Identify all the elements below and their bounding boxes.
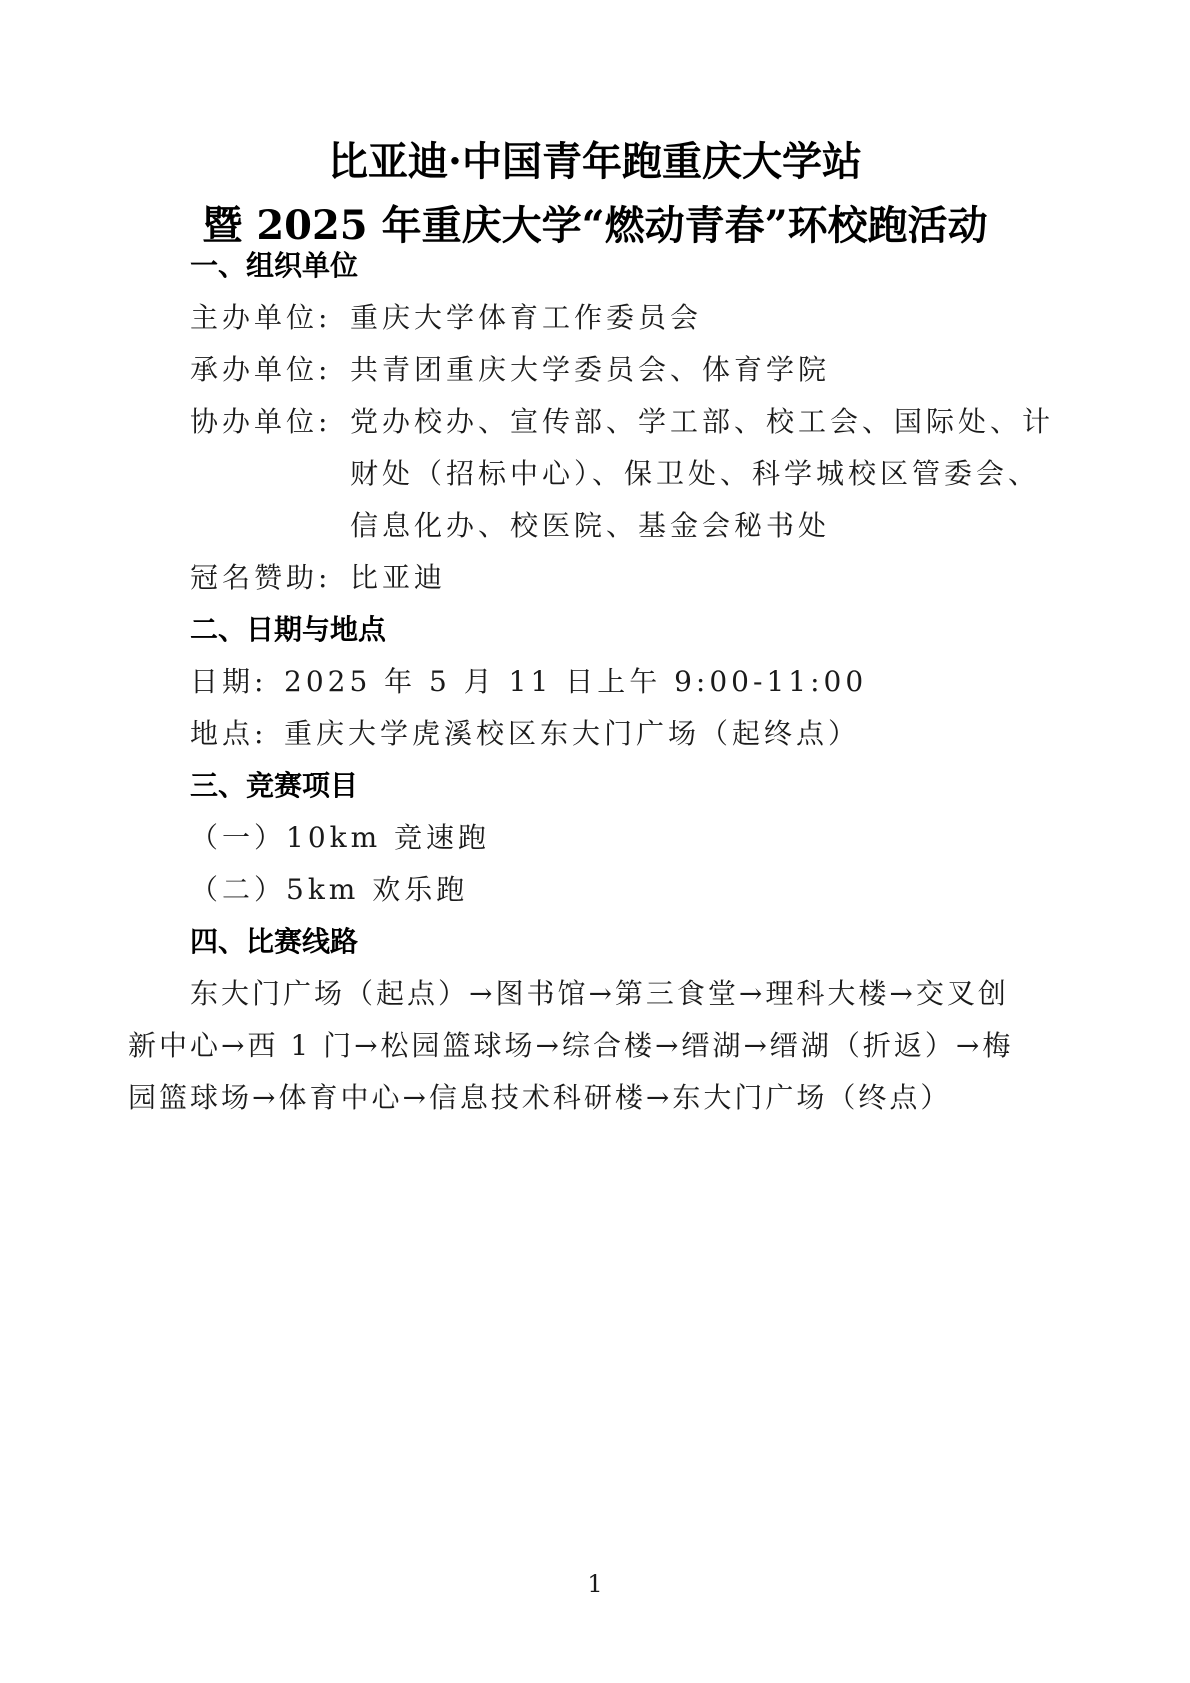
organizer-row — [190, 350, 830, 390]
place-value: 重庆大学虎溪校区东大门广场（起终点） — [284, 717, 861, 750]
route-line-3: 园篮球场→体育中心→信息技术科研楼→东大门广场（终点） — [128, 1081, 952, 1114]
sponsor-label: 冠名赞助: — [190, 561, 332, 594]
event-item-5km: （二）5km 欢乐跑 — [190, 873, 469, 906]
title-line-1: 比亚迪·中国青年跑重庆大学站 — [328, 138, 862, 185]
date-value: 2025 年 5 月 11 日上午 9:00-11:00 — [284, 665, 868, 698]
section-heading-route: 四、比赛线路 — [190, 925, 359, 958]
place-row — [190, 714, 860, 754]
section-heading-organization: 一、组织单位 — [190, 249, 359, 282]
co-organizer-value-line-1: 党办校办、宣传部、学工部、校工会、国际处、计 — [350, 405, 1055, 438]
sponsor-value: 比亚迪 — [350, 561, 447, 594]
host-value: 重庆大学体育工作委员会 — [350, 301, 703, 334]
co-organizer-value-line-2: 财处（招标中心）、保卫处、科学城校区管委会、 — [350, 457, 1041, 490]
page-number: 1 — [587, 1570, 603, 1598]
route-line-1: 东大门广场（起点）→图书馆→第三食堂→理科大楼→交叉创 — [190, 977, 1009, 1010]
section-heading-events: 三、竞赛项目 — [190, 769, 359, 802]
title-line-2: 暨 2025 年重庆大学“燃动青春”环校跑活动 — [202, 202, 988, 249]
section-heading-date-place: 二、日期与地点 — [190, 613, 387, 646]
sponsor-row — [190, 558, 446, 598]
co-organizer-value-line-3: 信息化办、校医院、基金会秘书处 — [350, 509, 831, 542]
place-label: 地点: — [190, 717, 268, 750]
route-line-2: 新中心→西 1 门→松园篮球场→综合楼→缙湖→缙湖（折返）→梅 — [128, 1029, 1014, 1062]
date-label: 日期: — [190, 665, 268, 698]
co-organizer-row — [190, 402, 1054, 442]
event-item-10km: （一）10km 竞速跑 — [190, 821, 491, 854]
co-organizer-label: 协办单位: — [190, 405, 332, 438]
host-row — [190, 298, 702, 338]
host-label: 主办单位: — [190, 301, 332, 334]
organizer-label: 承办单位: — [190, 353, 332, 386]
date-row — [190, 662, 867, 702]
organizer-value: 共青团重庆大学委员会、体育学院 — [350, 353, 831, 386]
